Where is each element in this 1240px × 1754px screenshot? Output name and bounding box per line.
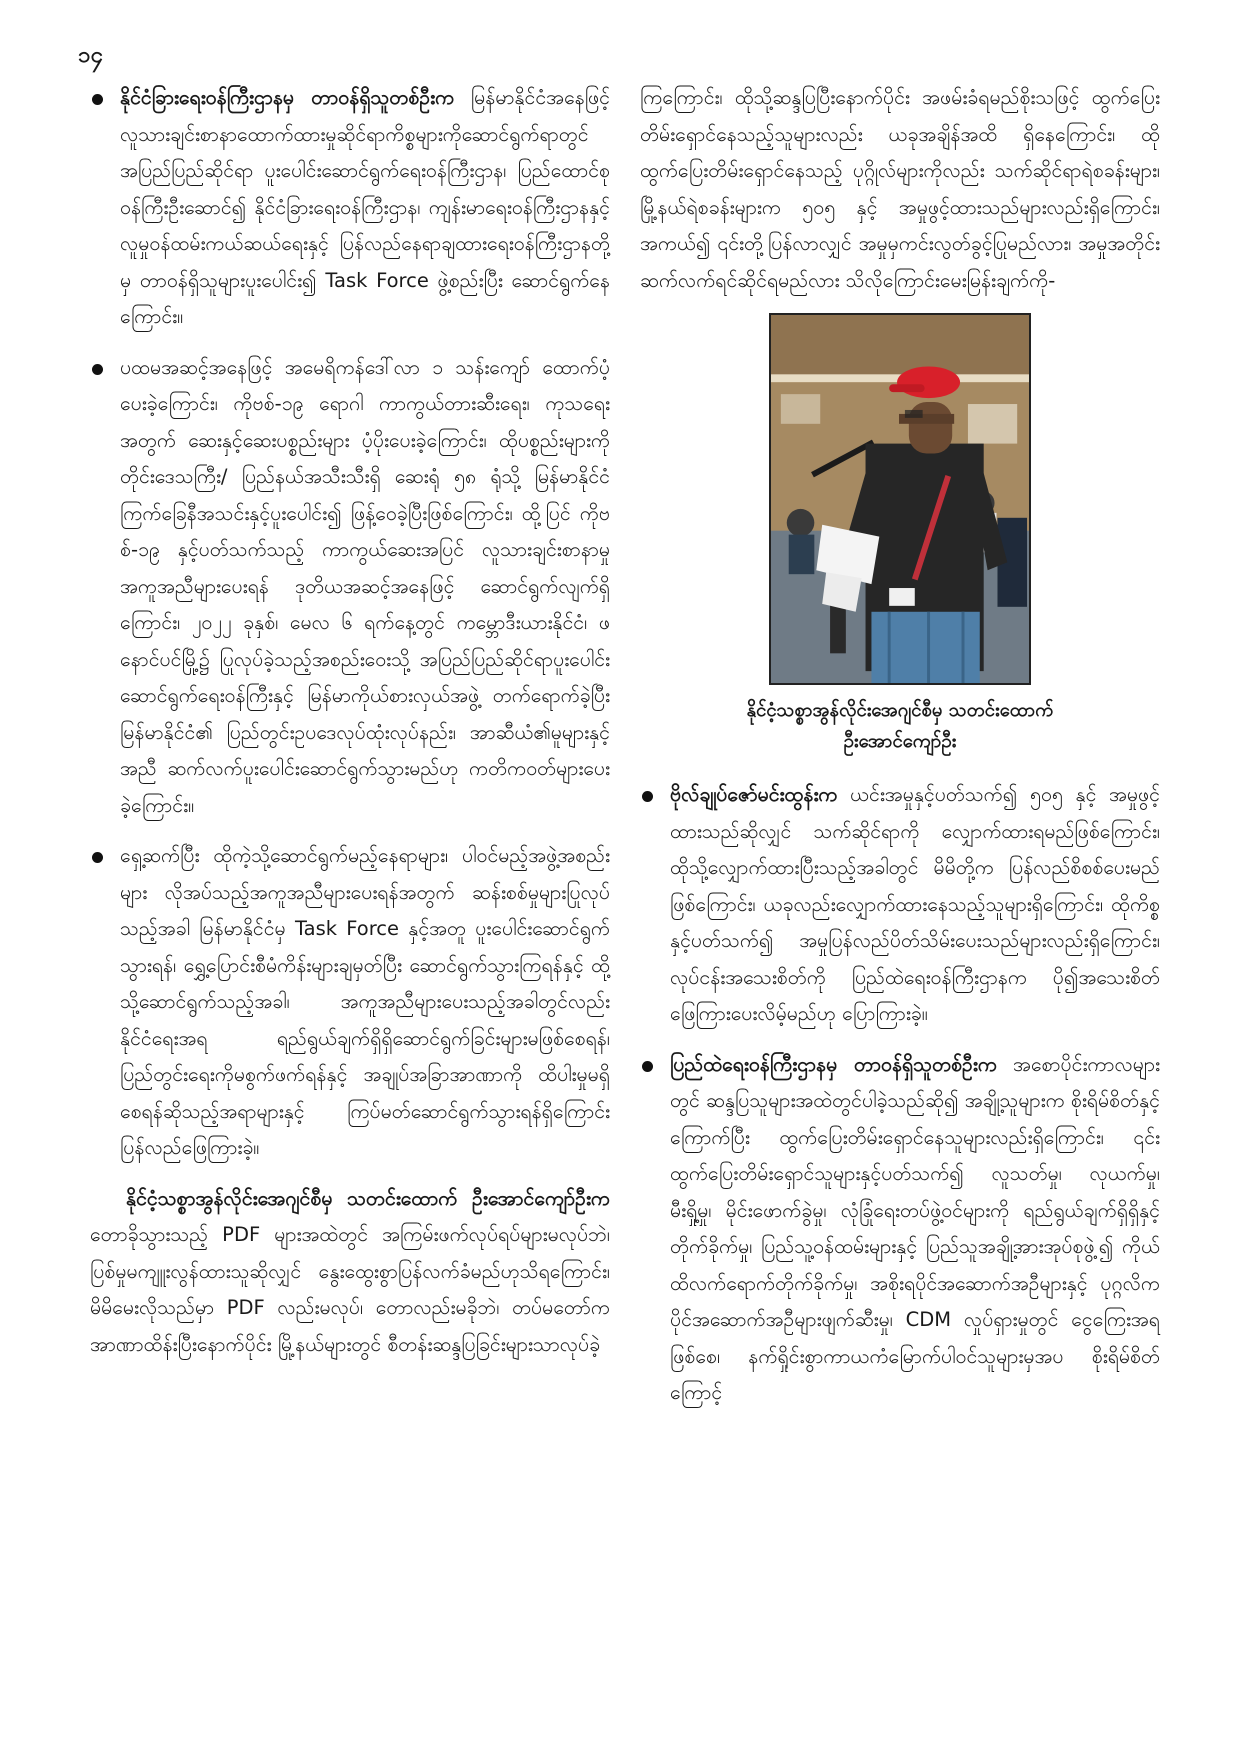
left-column [90, 80, 610, 1363]
bullet-item [640, 1047, 1160, 1412]
bullet-lead: ဗိုလ်ချုပ်ဇော်မင်းထွန်းက [670, 783, 838, 806]
photo-figure [769, 313, 1031, 685]
caption-line: ဦးအောင်ကျော်ဦး [843, 731, 957, 752]
bullet-item [90, 80, 610, 336]
bullet-item [90, 838, 610, 1167]
reporter-photo-illustration [771, 315, 1029, 683]
photo-caption [640, 695, 1160, 757]
bullet-text: အစောပိုင်းကာလများတွင် ဆန္ဒပြသူများအထဲတွင်ပါခဲ့သည်ဆို၍ အချို့သူများက စိုးရိမ်စိတ်နှင့်ကြောက်ပြီး ထွက်ပြေးတိမ်းရှောင်နေသူများလည်းရှိကြောင်း၊ ၎င်းထွက်ပြေးတိမ်းရှောင်သူများနှင့်ပတ်သက်၍ လူသတ်မှု၊ လုယက်မှု၊ မီးရှို့မှု၊ မိုင်းဖောက်ခွဲမှု၊ လုံခြုံရေးတပ်ဖွဲ့ဝင်များကို ရည်ရွယ်ချက်ရှိရှိနှင့်တိုက်ခိုက်မှု၊ ပြည်သူ့ဝန်ထမ်းများနှင့် ပြည်သူအချို့အားအုပ်စုဖွဲ့၍ ကိုယ်ထိလက်ရောက်တိုက်ခိုက်မှု၊ အစိုးရပိုင်အဆောက်အဦများနှင့် ပုဂ္ဂလိကပိုင်အဆောက်အဦများဖျက်ဆီးမှု၊ CDM လှုပ်ရှားမှုတွင် ငွေကြေးအရဖြစ်စေ၊ နက်ရှိုင်းစွာကာယကံမြောက်ပါဝင်သူများမှအပ စိုးရိမ်စိတ်ကြောင့် [670, 1052, 1160, 1404]
caption-line: နိုင်ငံ့သစ္စာအွန်လိုင်းအေဂျင်စီမှ သတင်းထောက် [746, 700, 1054, 721]
bullet-text: ပထမအဆင့်အနေဖြင့် အမေရိကန်ဒေါ်လာ ၁ သန်းကျော် ထောက်ပံ့ပေးခဲ့ကြောင်း၊ ကိုဗစ်-၁၉ ရောဂါ ကာကွယ်တားဆီးရေး၊ ကုသရေးအတွက် ဆေးနှင့်ဆေးပစ္စည်းများ ပံ့ပိုးပေးခဲ့ကြောင်း၊ ထိုပစ္စည်းများကို တိုင်းဒေသကြီး/ ပြည်နယ်အသီးသီးရှိ ဆေးရုံ ၅၈ ရုံသို့ မြန်မာနိုင်ငံ ကြက်ခြေနီအသင်းနှင့်ပူးပေါင်း၍ ဖြန့်ဝေခဲ့ပြီးဖြစ်ကြောင်း၊ ထို့ပြင် ကိုဗစ်-၁၉ နှင့်ပတ်သက်သည့် ကာကွယ်ဆေးအပြင် လူသားချင်းစာနာမှုအကူအညီများပေးရန် ဒုတိယအဆင့်အနေဖြင့် ဆောင်ရွက်လျက်ရှိကြောင်း၊ ၂၀၂၂ ခုနှစ်၊ မေလ ၆ ရက်နေ့တွင် ကမ္ဘောဒီးယားနိုင်ငံ၊ ဖနောင်ပင်မြို့၌ ပြုလုပ်ခဲ့သည့်အစည်းဝေးသို့ အပြည်ပြည်ဆိုင်ရာပူးပေါင်းဆောင်ရွက်ရေးဝန်ကြီးနှင့် မြန်မာကိုယ်စားလှယ်အဖွဲ့ တက်ရောက်ခဲ့ပြီး မြန်မာနိုင်ငံ၏ ပြည်တွင်းဥပဒေလုပ်ထုံးလုပ်နည်း၊ အာဆီယံ၏မူများနှင့်အညီ ဆက်လက်ပူးပေါင်းဆောင်ရွက်သွားမည်ဟု ကတိကဝတ်များပေးခဲ့ကြောင်း။ [120, 355, 610, 817]
bullet-text: ရှေ့ဆက်ပြီး ထိုကဲ့သို့ဆောင်ရွက်မည့်နေရာများ၊ ပါဝင်မည့်အဖွဲ့အစည်းများ လိုအပ်သည့်အကူအညီများပေးရန်အတွက် ဆန်းစစ်မှုများပြုလုပ်သည့်အခါ မြန်မာနိုင်ငံမှ Task Force နှင့်အတူ ပူးပေါင်းဆောင်ရွက်သွားရန်၊ ရွှေ့ပြောင်းစီမံကိန်းများချမှတ်ပြီး ဆောင်ရွက်သွားကြရန်နှင့် ထို့သို့ဆောင်ရွက်သည့်အခါ၊ အကူအညီများပေးသည့်အခါတွင်လည်း နိုင်ငံရေးအရ ရည်ရွယ်ချက်ရှိရှိဆောင်ရွက်ခြင်းများမဖြစ်စေရန်၊ ပြည်တွင်းရေးကိုမစွက်ဖက်ရန်နှင့် အချုပ်အခြာအာဏာကို ထိပါးမှုမရှိစေရန်ဆိုသည့်အရာများနှင့် ကြပ်မတ်ဆောင်ရွက်သွားရန်ရှိကြောင်း ပြန်လည်ဖြေကြားခဲ့။ [120, 844, 610, 1159]
continued-paragraph: ကြကြောင်း၊ ထိုသို့ဆန္ဒပြပြီးနောက်ပိုင်း အဖမ်းခံရမည်စိုးသဖြင့် ထွက်ပြေးတိမ်းရှောင်နေသည့်သူများလည်း ယခုအချိန်အထိ ရှိနေကြောင်း၊ ထိုထွက်ပြေးတိမ်းရှောင်နေသည့် ပုဂ္ဂိုလ်များကိုလည်း သက်ဆိုင်ရာရဲစခန်းများ၊ မြို့နယ်ရဲစခန်းများက ၅၀၅ နှင့် အမှုဖွင့်ထားသည်များလည်းရှိကြောင်း၊ အကယ်၍ ၎င်းတို့ပြန်လာလျှင် အမှုမှကင်းလွတ်ခွင့်ပြုမည်လား၊ အမှုအတိုင်းဆက်လက်ရင်ဆိုင်ရမည်လား သိလိုကြောင်းမေးမြန်းချက်ကို- [640, 86, 1160, 292]
reporter-question-paragraph [90, 1181, 610, 1364]
bullet-item [90, 350, 610, 825]
bullet-lead: နိုင်ငံခြားရေးဝန်ကြီးဌာနမှ တာဝန်ရှိသူတစ်ဦးက [120, 86, 455, 109]
right-column [640, 80, 1160, 1426]
paragraph-lead: နိုင်ငံ့သစ္စာအွန်လိုင်းအေဂျင်စီမှ သတင်းထောက် ဦးအောင်ကျော်ဦးက [126, 1186, 610, 1210]
bullet-text: ယင်းအမှုနှင့်ပတ်သက်၍ ၅၀၅ နှင့် အမှုဖွင့်ထားသည်ဆိုလျှင် သက်ဆိုင်ရာကို လျှောက်ထားရမည်ဖြစ်ကြောင်း၊ ထိုသို့လျှောက်ထားပြီးသည့်အခါတွင် မိမိတို့က ပြန်လည်စိစစ်ပေးမည်ဖြစ်ကြောင်း၊ ယခုလည်းလျှောက်ထားနေသည့်သူများရှိကြောင်း၊ ထိုကိစ္စနှင့်ပတ်သက်၍ အမှုပြန်လည်ပိတ်သိမ်းပေးသည်များလည်းရှိကြောင်း၊ လုပ်ငန်းအသေးစိတ်ကို ပြည်ထဲရေးဝန်ကြီးဌာနက ပို၍အသေးစိတ်ဖြေကြားပေးလိမ့်မည်ဟု ပြောကြားခဲ့။ [670, 783, 1160, 1025]
page-number: ၁၄ [78, 43, 103, 68]
bullet-lead: ပြည်ထဲရေးဝန်ကြီးဌာနမှ တာဝန်ရှိသူတစ်ဦးက [670, 1052, 997, 1076]
bullet-item [640, 777, 1160, 1033]
paragraph-text: တောခိုသွားသည့် PDF များအထဲတွင် အကြမ်းဖက်လုပ်ရပ်များမလုပ်ဘဲ၊ ပြစ်မှုမကျူးလွန်ထားသူဆိုလျှင် နွေးထွေးစွာပြန်လက်ခံမည်ဟုသိရကြောင်း၊ မိမိမေးလိုသည်မှာ PDF လည်းမလုပ်၊ တောလည်းမခိုဘဲ၊ တပ်မတော်က အာဏာထိန်းပြီးနောက်ပိုင်း မြို့နယ်များတွင် စီတန်းဆန္ဒပြခြင်းများသာလုပ်ခဲ့ [90, 1223, 610, 1356]
bullet-text: မြန်မာနိုင်ငံအနေဖြင့် လူသားချင်းစာနာထောက်ထားမှုဆိုင်ရာကိစ္စများကိုဆောင်ရွက်ရာတွင် အပြည်ပြည်ဆိုင်ရာ ပူးပေါင်းဆောင်ရွက်ရေးဝန်ကြီးဌာန၊ ပြည်ထောင်စုဝန်ကြီးဦးဆောင်၍ နိုင်ငံခြားရေးဝန်ကြီးဌာန၊ ကျန်းမာရေးဝန်ကြီးဌာနနှင့် လူမှုဝန်ထမ်းကယ်ဆယ်ရေးနှင့် ပြန်လည်နေရာချထားရေးဝန်ကြီးဌာနတို့မှ တာဝန်ရှိသူများပူးပေါင်း၍ Task Force ဖွဲ့စည်းပြီး ဆောင်ရွက်နေကြောင်း။ [120, 86, 610, 328]
reporter-photo [769, 313, 1031, 685]
